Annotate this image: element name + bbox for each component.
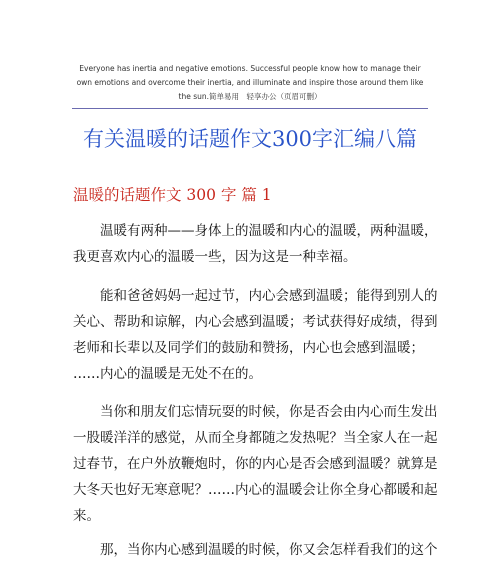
paragraph-line: 老师和长辈以及同学们的鼓励和赞扬，内心也会感到温暖； bbox=[73, 340, 424, 356]
document-title: 有关温暖的话题作文300字汇编八篇 bbox=[82, 127, 418, 151]
paragraph-line: 温暖有两种——身体上的温暖和内心的温暖，两种温暖， bbox=[73, 223, 438, 239]
paragraph-3 bbox=[73, 399, 438, 529]
paragraph-1 bbox=[73, 218, 438, 270]
page-header-note: Everyone has inertia and negative emotions. Successful people know how to manage their own emotions and overcome their inertia, and illuminate and inspire those around them like the sun.简单易用 轻享办公（页眉可删） bbox=[76, 64, 424, 101]
paragraph-line: 一股暖洋洋的感觉，从而全身都随之发热呢？当全家人在一起 bbox=[73, 430, 438, 446]
section-heading: 温暖的话题作文 300 字 篇 1 bbox=[73, 186, 272, 204]
header-divider bbox=[72, 108, 428, 109]
paragraph-line: 过春节，在户外放鞭炮时，你的内心是否会感到温暖？就算是 bbox=[73, 456, 438, 472]
paragraph-line: 关心、帮助和谅解，内心会感到温暖；考试获得好成绩，得到 bbox=[73, 314, 438, 330]
paragraph-line: 我更喜欢内心的温暖一些，因为这是一种幸福。 bbox=[73, 249, 357, 265]
paragraph-line: 来。 bbox=[73, 508, 100, 524]
paragraph-4 bbox=[73, 537, 438, 563]
paragraph-2 bbox=[73, 283, 438, 387]
paragraph-line: ……内心的温暖是无处不在的。 bbox=[73, 366, 262, 382]
paragraph-line: 当你和朋友们忘情玩耍的时候，你是否会由内心而生发出 bbox=[73, 404, 438, 420]
paragraph-line: 能和爸爸妈妈一起过节，内心会感到温暖；能得到别人的 bbox=[73, 288, 438, 304]
paragraph-line: 那，当你内心感到温暖的时候，你又会怎样看我们的这个 bbox=[73, 542, 438, 558]
paragraph-line: 大冬天也好无寒意呢？……内心的温暖会让你全身心都暖和起 bbox=[73, 482, 438, 498]
